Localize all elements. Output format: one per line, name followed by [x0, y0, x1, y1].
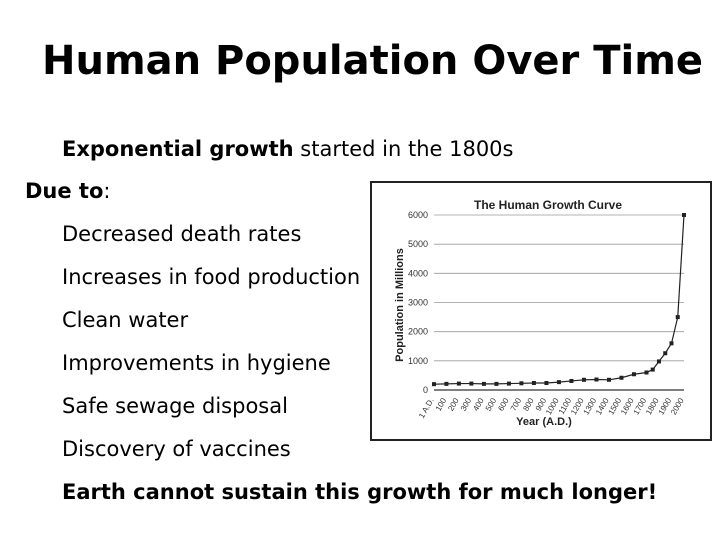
y-tick-label: 2000 — [407, 326, 428, 337]
data-point — [607, 378, 611, 382]
x-tick-label: 1900 — [656, 396, 674, 417]
x-tick-label: 1600 — [619, 396, 636, 417]
x-tick-label: 100 — [433, 396, 449, 413]
exponential-growth-term: Exponential growth — [62, 137, 294, 161]
y-axis-label: Population in Millions — [394, 248, 406, 362]
data-point — [494, 382, 498, 386]
y-tick-label: 5000 — [407, 239, 428, 250]
x-tick-label: 500 — [483, 396, 499, 413]
x-tick-label: 600 — [496, 396, 511, 413]
due-to-colon: : — [103, 179, 111, 203]
data-point — [644, 371, 648, 375]
chart-canvas — [372, 183, 710, 439]
x-tick-label: 300 — [458, 396, 474, 413]
series-growth — [432, 213, 686, 386]
data-point — [582, 378, 586, 382]
data-point — [632, 372, 636, 376]
data-point — [507, 382, 511, 386]
data-point — [544, 381, 548, 385]
x-tick-label: 2000 — [669, 396, 686, 417]
chart-title: The Human Growth Curve — [473, 198, 623, 212]
due-to-label: Due to — [25, 179, 104, 203]
bullet-clean-water: Clean water — [62, 308, 189, 332]
data-point — [482, 382, 486, 386]
x-tick-label: 700 — [508, 396, 524, 413]
x-tick-label: 900 — [533, 396, 549, 413]
data-point — [457, 382, 461, 386]
x-tick-label: 1300 — [581, 396, 599, 417]
exponential-growth-line — [62, 137, 513, 161]
x-tick-label: 1100 — [556, 396, 574, 416]
y-tick-label: 6000 — [407, 210, 428, 220]
bullet-food-production: Increases in food production — [62, 265, 361, 289]
data-point — [663, 351, 667, 355]
data-point — [519, 381, 523, 385]
data-point — [557, 380, 561, 384]
y-tick-label: 3000 — [407, 297, 428, 308]
bullet-death-rates: Decreased death rates — [62, 222, 302, 246]
y-tick-labels — [408, 210, 428, 395]
data-point — [682, 213, 686, 217]
conclusion-text: Earth cannot sustain this growth for much longer! — [62, 480, 658, 504]
slide-title: Human Population Over Time — [41, 38, 703, 84]
x-tick-label: 200 — [446, 396, 461, 413]
growth-line — [434, 215, 684, 384]
bullet-hygiene: Improvements in hygiene — [62, 351, 331, 375]
data-point — [619, 376, 623, 380]
due-to-line — [25, 179, 110, 203]
x-tick-label: 400 — [471, 396, 486, 413]
data-point — [657, 359, 661, 363]
data-point — [669, 341, 673, 345]
data-point — [532, 381, 536, 385]
x-tick-label: 1000 — [544, 396, 561, 417]
x-tick-labels — [417, 396, 686, 420]
data-point — [676, 315, 680, 319]
exponential-growth-text: started in the 1800s — [293, 137, 514, 161]
data-point — [432, 382, 436, 386]
data-point — [444, 382, 448, 386]
grid-lines — [434, 215, 684, 390]
x-tick-label: 800 — [521, 396, 536, 413]
y-tick-label: 0 — [422, 385, 428, 395]
data-point — [569, 379, 573, 383]
x-tick-label: 1500 — [606, 396, 624, 417]
x-tick-label: 1 A.D. — [417, 396, 436, 420]
human-growth-chart — [370, 181, 712, 441]
x-axis-label: Year (A.D.) — [516, 416, 572, 428]
y-tick-label: 4000 — [407, 268, 428, 279]
x-tick-label: 1200 — [569, 396, 586, 417]
x-tick-label: 1400 — [594, 396, 611, 417]
data-point — [651, 368, 655, 372]
bullet-vaccines: Discovery of vaccines — [62, 437, 291, 461]
y-tick-label: 1000 — [407, 355, 428, 366]
x-tick-label: 1700 — [631, 396, 649, 417]
bullet-sewage-disposal: Safe sewage disposal — [62, 394, 288, 418]
data-point — [469, 382, 473, 386]
data-point — [594, 378, 598, 382]
x-tick-label: 1800 — [644, 396, 661, 417]
